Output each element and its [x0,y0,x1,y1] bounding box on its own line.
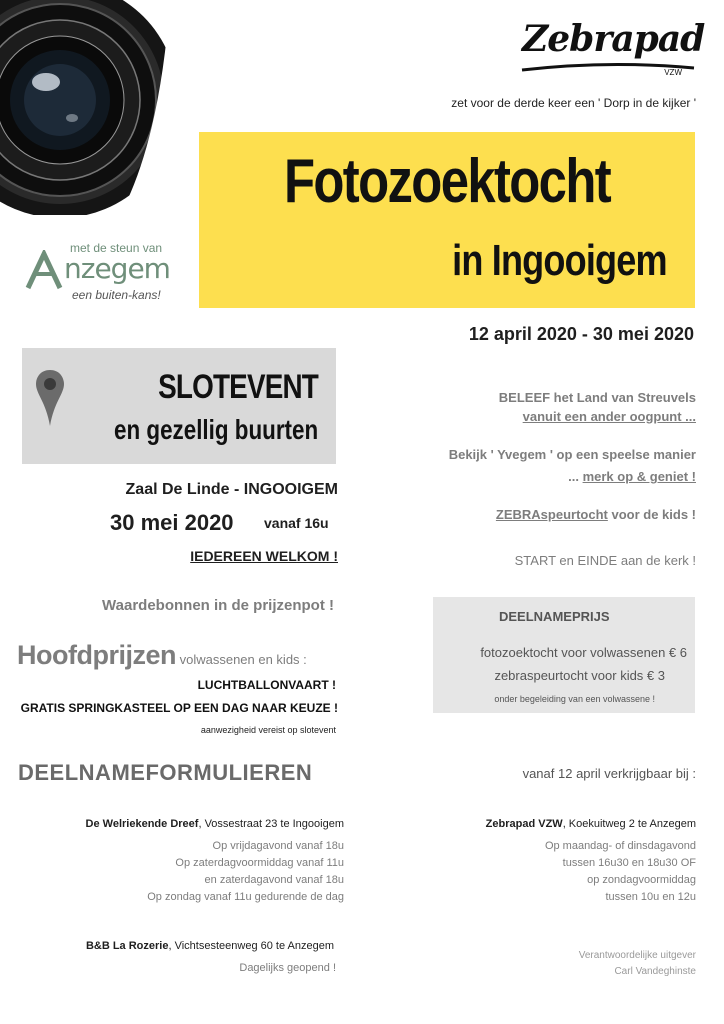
slotevent-date: 30 mei 2020 [110,510,234,535]
location-name: Zebrapad VZW [485,818,563,830]
event-dates: 12 april 2020 - 30 mei 2020 [468,324,694,344]
slotevent-subtitle: en gezellig buurten [113,414,318,445]
publisher-label: Verantwoordelijke uitgever [578,950,696,961]
zebraspeurtocht-link: ZEBRAspeurtocht [495,507,608,522]
hours-line: Op zaterdagvoormiddag vanaf 11u [175,857,344,869]
location-la-rozerie [86,940,334,952]
map-pin-icon [34,368,66,428]
presence-note: aanwezigheid vereist op slotevent [200,725,336,735]
title-banner [199,132,695,308]
bekijk-link: merk op & geniet ! [582,469,696,484]
hours-line: Dagelijks geopend ! [239,962,336,974]
main-title: Fotozoektocht [283,147,611,216]
vouchers-text: Waardebonnen in de prijzenpot ! [102,597,334,614]
anzegem-a-icon [24,250,68,290]
sponsor-name: nzegem [64,252,170,285]
location-hours [147,838,344,906]
zebrapad-logo [518,18,705,88]
tagline: zet voor de derde keer een ' Dorp in de kijker ' [451,96,696,110]
hours-line: Op zondag vanaf 11u gedurende de dag [147,891,344,903]
location-hours [239,960,336,977]
publisher [579,948,696,980]
price-adults: fotozoektocht voor volwassenen € 6 [480,645,687,660]
hours-line: en zaterdagavond vanaf 18u [204,874,344,886]
location-name: De Welriekende Dreef [85,818,199,830]
price-kids: zebraspeurtocht voor kids € 3 [494,668,665,683]
camera-lens-image [0,0,175,215]
slotevent-title: SLOTEVENT [158,368,318,406]
sub-title: in Ingooigem [452,236,667,285]
zebraspeurtocht-line [496,507,696,522]
price-note: onder begeleiding van een volwassene ! [494,694,655,704]
location-address: , Vichtsesteenweg 60 te Anzegem [168,940,334,952]
bekijk-line-1: Bekijk ' Yvegem ' op een speelse manier [448,447,696,462]
prize-2: GRATIS SPRINGKASTEEL OP EEN DAG NAAR KEUZE ! [20,701,338,715]
publisher-name: Carl Vandeghinste [614,966,696,977]
beleef-line-1: BELEEF het Land van Streuvels [498,390,696,405]
location-welriekende-dreef [86,818,344,830]
location-address: , Vossestraat 23 te Ingooigem [198,818,344,830]
hours-line: Op vrijdagavond vanaf 18u [212,840,344,852]
location-hours [545,838,696,906]
price-box [433,597,695,713]
bekijk-prefix: ... [568,469,583,484]
hours-line: op zondagvoormiddag [587,874,696,886]
hours-line: Op maandag- of dinsdagavond [544,840,696,852]
zebraspeurtocht-rest: voor de kids ! [607,507,696,522]
location-address: , Koekuitweg 2 te Anzegem [562,818,696,830]
location-name: B&B La Rozerie [85,940,169,952]
hours-line: tussen 10u en 12u [605,891,696,903]
venue: Zaal De Linde - INGOOIGEM [125,481,338,498]
anzegem-sponsor-logo [24,238,176,310]
location-zebrapad [486,818,696,830]
prize-1: LUCHTBALLONVAART ! [197,678,336,692]
slotevent-box [22,348,336,464]
forms-heading: DEELNAMEFORMULIEREN [18,760,313,785]
sponsor-slogan: een buiten-kans! [72,288,161,302]
bekijk-line-2 [568,469,696,484]
logo-vzw: VZW [664,68,682,77]
main-prizes-note: volwassenen en kids : [175,652,307,667]
main-prizes-title: Hoofdprijzen [17,640,176,670]
welcome-text: IEDEREEN WELKOM ! [190,548,338,564]
price-title: DEELNAMEPRIJS [499,609,610,624]
sponsor-steun-text: met de steun van [70,241,163,255]
beleef-line-2: vanuit een ander oogpunt ... [522,409,696,424]
start-end-text: START en EINDE aan de kerk ! [514,553,696,568]
logo-wordmark: Zebrapad [522,18,705,60]
main-prizes-heading [17,640,307,671]
hours-line: tussen 16u30 en 18u30 OF [562,857,696,869]
available-text: vanaf 12 april verkrijgbaar bij : [522,766,696,781]
slotevent-time: vanaf 16u [264,515,329,531]
